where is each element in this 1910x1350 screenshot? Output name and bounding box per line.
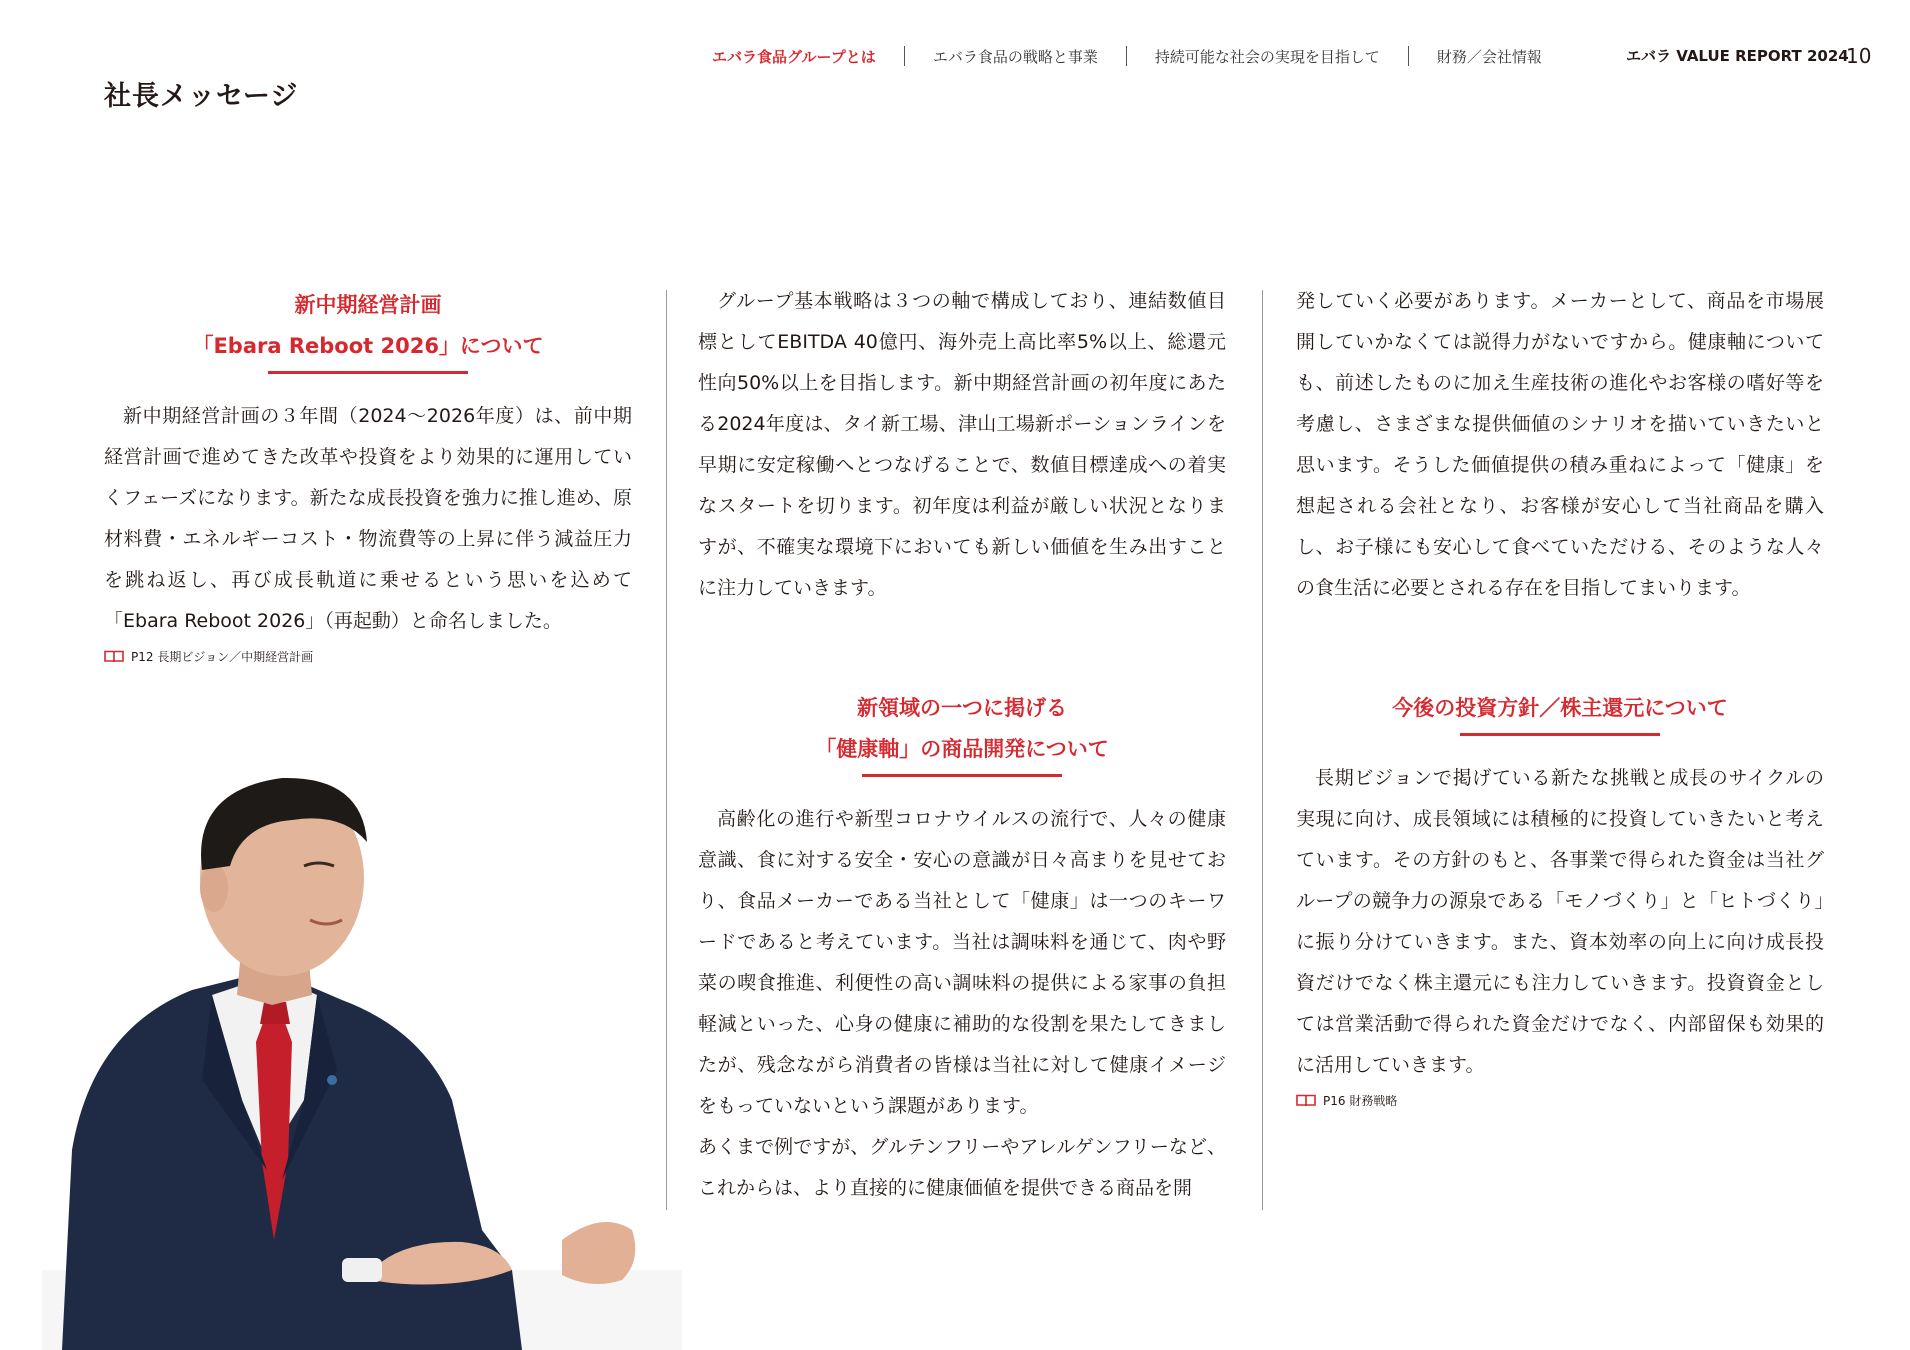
- section-title-line: 新中期経営計画: [294, 293, 442, 317]
- column-3: [1296, 281, 1824, 1109]
- body-paragraph: 高齢化の進行や新型コロナウイルスの流行で、人々の健康意識、食に対する安全・安心の意識が日々高まりを見せており、食品メーカーである当社として「健康」は一つのキーワードであると考えています。当社は調味料を通じて、肉や野菜の喫食推進、利便性の高い調味料の提供による家事の負担軽減といった、心身の健康に補助的な役割を果たしてきましたが、残念ながら消費者の皆様は当社に対して健康イメージをもっていないという課題があります。: [698, 808, 1226, 1117]
- page-reference-label: P16 財務戦略: [1323, 1094, 1398, 1108]
- body-paragraph: 長期ビジョンで掲げている新たな挑戦と成長のサイクルの実現に向け、成長領域には積極的に投資していきたいと考えています。その方針のもと、各事業で得られた資金は当社グループの競争力の源泉である「モノづくり」と「ヒトづくり」に振り分けていきます。また、資本効率の向上に向け成長投資だけでなく株主還元にも注力していきます。投資資金としては営業活動で得られた資金だけでなく、内部留保も効果的に活用していきます。: [1296, 767, 1824, 1076]
- page-reference-link[interactable]: [104, 648, 632, 665]
- nav-divider: [1126, 46, 1127, 66]
- body-paragraph: グループ基本戦略は３つの軸で構成しており、連結数値目標としてEBITDA 40億円、海外売上高比率5%以上、総還元性向50%以上を目指します。新中期経営計画の初年度にあたる2024年度は、タイ新工場、津山工場新ポーションラインを早期に安定稼働へとつなげることで、数値目標達成への着実なスタートを切ります。初年度は利益が厳しい状況となりますが、不確実な環境下においても新しい価値を生み出すことに注力していきます。: [698, 290, 1226, 599]
- book-icon: [104, 650, 124, 663]
- nav-item-sustainability[interactable]: 持続可能な社会の実現を目指して: [1154, 47, 1380, 66]
- page-title: 社長メッセージ: [104, 81, 299, 112]
- page-reference-link[interactable]: [1296, 1092, 1824, 1109]
- body-paragraph: 発していく必要があります。メーカーとして、商品を市場展開していかなくては説得力がないですから。健康軸についても、前述したものに加え生産技術の進化やお客様の嗜好等を考慮し、さまざまな提供価値のシナリオを描いていきたいと思います。そうした価値提供の積み重ねによって「健康」を想起される会社となり、お客様が安心して当社商品を購入し、お子様にも安心して食べていただける、そのような人々の食生活に必要とされる存在を目指してまいります。: [1296, 290, 1824, 599]
- column-divider: [1262, 290, 1263, 1210]
- nav-divider: [1408, 46, 1409, 66]
- section-title-line: 「健康軸」の商品開発について: [815, 737, 1109, 761]
- body-paragraph: あくまで例ですが、グルテンフリーやアレルゲンフリーなど、これからは、より直接的に健康価値を提供できる商品を開: [698, 1136, 1226, 1199]
- section-underline: [1460, 733, 1660, 736]
- section-title-health: [698, 688, 1226, 770]
- nav-item-strategy[interactable]: エバラ食品の戦略と事業: [932, 47, 1098, 66]
- page-reference-label: P12 長期ビジョン／中期経営計画: [131, 650, 314, 664]
- nav-divider: [904, 46, 905, 66]
- column-2: [698, 281, 1226, 1209]
- section-title-mid-term-plan: [104, 285, 632, 367]
- nav-item-about-group[interactable]: エバラ食品グループとは: [712, 47, 876, 66]
- page-number: 10: [1846, 44, 1872, 68]
- report-title: エバラ VALUE REPORT 2024: [1626, 47, 1849, 65]
- section-title-line: 「Ebara Reboot 2026」について: [192, 334, 544, 358]
- nav-item-financial[interactable]: 財務／会社情報: [1436, 47, 1542, 66]
- section-title-line: 新領域の一つに掲げる: [857, 696, 1067, 720]
- section-title-investment: 今後の投資方針／株主還元について: [1392, 696, 1728, 720]
- column-1: [104, 285, 632, 665]
- book-icon: [1296, 1094, 1316, 1107]
- president-photo: [42, 770, 682, 1350]
- top-navigation: [712, 44, 1542, 68]
- section-underline: [862, 774, 1062, 777]
- body-paragraph: 新中期経営計画の３年間（2024～2026年度）は、前中期経営計画で進めてきた改革や投資をより効果的に運用していくフェーズになります。新たな成長投資を強力に推し進め、原材料費・エネルギーコスト・物流費等の上昇に伴う減益圧力を跳ね返し、再び成長軌道に乗せるという思いを込めて「Ebara Reboot 2026」（再起動）と命名しました。: [104, 405, 632, 632]
- section-underline: [268, 371, 468, 374]
